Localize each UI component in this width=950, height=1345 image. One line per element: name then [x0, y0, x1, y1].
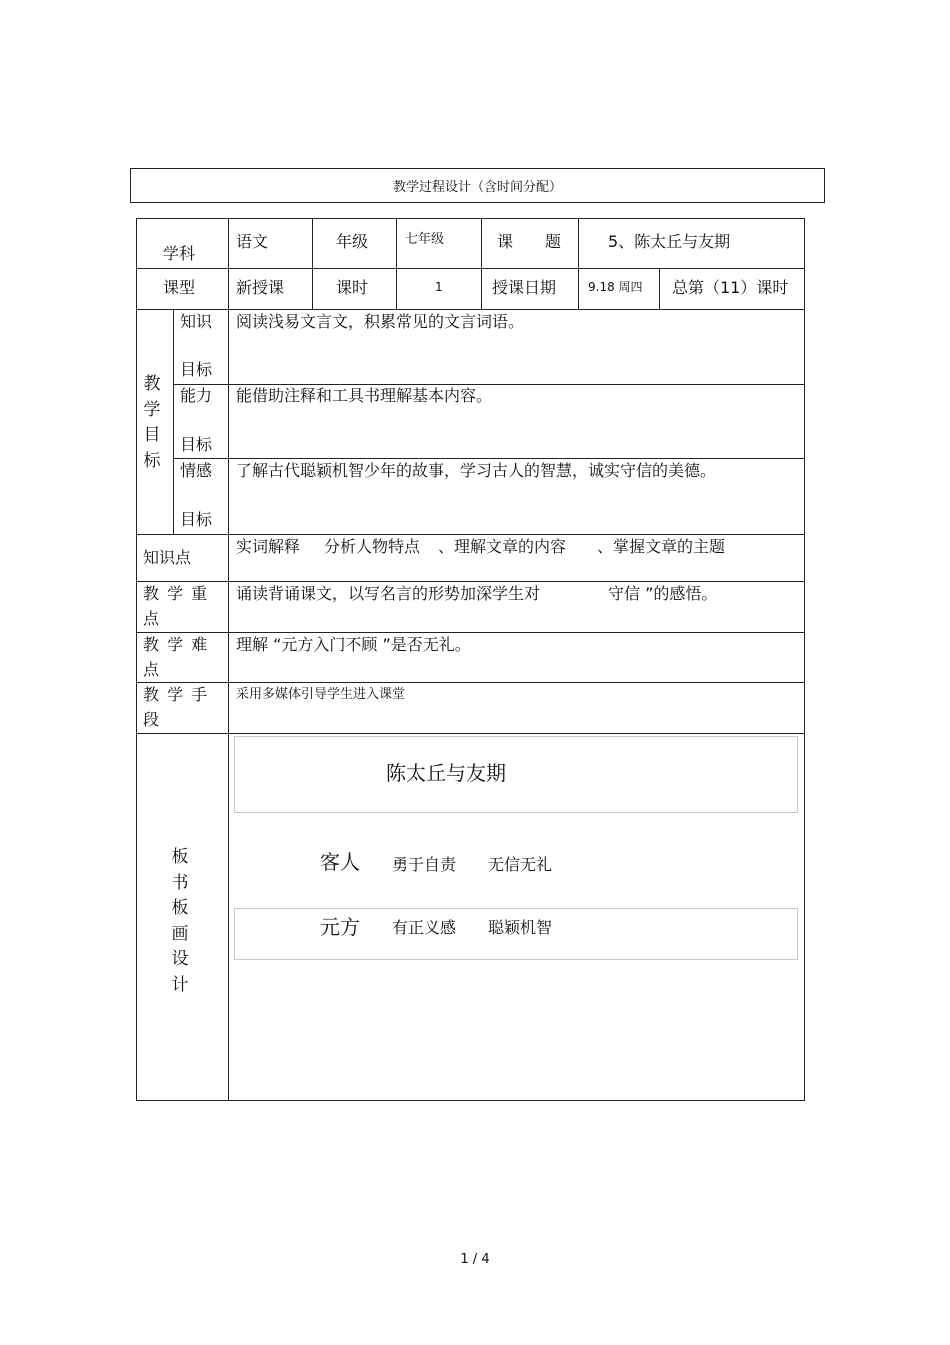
topic-label-b: 题 — [545, 232, 562, 251]
page-number: 1 / 4 — [460, 1252, 490, 1267]
knowledge-item: 实词解释 — [236, 537, 301, 556]
knowledge-item: 、掌握文章的主题 — [597, 537, 726, 556]
type-value: 新授课 — [236, 278, 285, 297]
subject-label: 学科 — [163, 244, 196, 263]
board-row2-trait: 有正义感 — [392, 918, 457, 937]
means-text: 采用多媒体引导学生进入课堂 — [236, 687, 406, 702]
board-row2-name: 元方 — [320, 915, 360, 939]
date-value: 9.18 周四 — [588, 280, 643, 294]
goal-emotion-label-bottom: 目标 — [180, 510, 213, 529]
board-row2-trait: 聪颖机智 — [488, 918, 553, 937]
key-point-text-a: 诵读背诵课文，以写名言的形势加深学生对 — [236, 584, 541, 603]
type-label: 课型 — [163, 278, 196, 297]
difficulty-label-a: 教 学 难 — [143, 635, 208, 654]
goal-knowledge-text: 阅读浅易文言文，积累常见的文言词语。 — [236, 312, 525, 331]
key-point-text-b: 守信 ”的感悟。 — [608, 584, 718, 603]
knowledge-item: 、理解文章的内容 — [438, 537, 567, 556]
board-row1-trait: 勇于自责 — [392, 855, 457, 874]
goal-ability-text: 能借助注释和工具书理解基本内容。 — [236, 386, 493, 405]
hours-value: 1 — [435, 280, 443, 294]
board-row1-name: 客人 — [320, 850, 360, 874]
total-hours-label: 总第（11）课时 — [672, 278, 789, 297]
board-title: 陈太丘与友期 — [386, 761, 506, 785]
key-point-label-a: 教 学 重 — [143, 584, 208, 603]
goal-ability-label-bottom: 目标 — [180, 435, 213, 454]
grade-value: 七年级 — [405, 232, 445, 247]
means-label-b: 段 — [143, 710, 160, 729]
difficulty-label-b: 点 — [143, 660, 160, 679]
goal-ability-label-top: 能力 — [180, 386, 213, 405]
board-title-box — [234, 736, 798, 813]
page-title: 教学过程设计（含时间分配） — [130, 168, 825, 203]
knowledge-label: 知识点 — [143, 548, 192, 567]
topic-label-a: 课 — [497, 232, 514, 251]
subject-value: 语文 — [236, 232, 269, 251]
difficulty-text: 理解 “元方入门不顾 ”是否无礼。 — [236, 635, 471, 654]
grade-label: 年级 — [336, 232, 369, 251]
topic-value: 5、陈太丘与友期 — [608, 232, 731, 251]
goal-emotion-label-top: 情感 — [180, 461, 213, 480]
board-row1-trait: 无信无礼 — [488, 855, 553, 874]
goal-emotion-text: 了解古代聪颖机智少年的故事，学习古人的智慧，诚实守信的美德。 — [236, 461, 717, 480]
means-label-a: 教 学 手 — [143, 685, 208, 704]
key-point-label-b: 点 — [143, 609, 160, 628]
goal-knowledge-label-bottom: 目标 — [180, 360, 213, 379]
goal-knowledge-label-top: 知识 — [180, 312, 213, 331]
date-label: 授课日期 — [492, 278, 557, 297]
goals-section-label: 教学目标 — [143, 374, 161, 471]
hours-label: 课时 — [336, 278, 369, 297]
board-section-label: 板书板画设计 — [171, 847, 189, 995]
knowledge-item: 分析人物特点 — [324, 537, 421, 556]
